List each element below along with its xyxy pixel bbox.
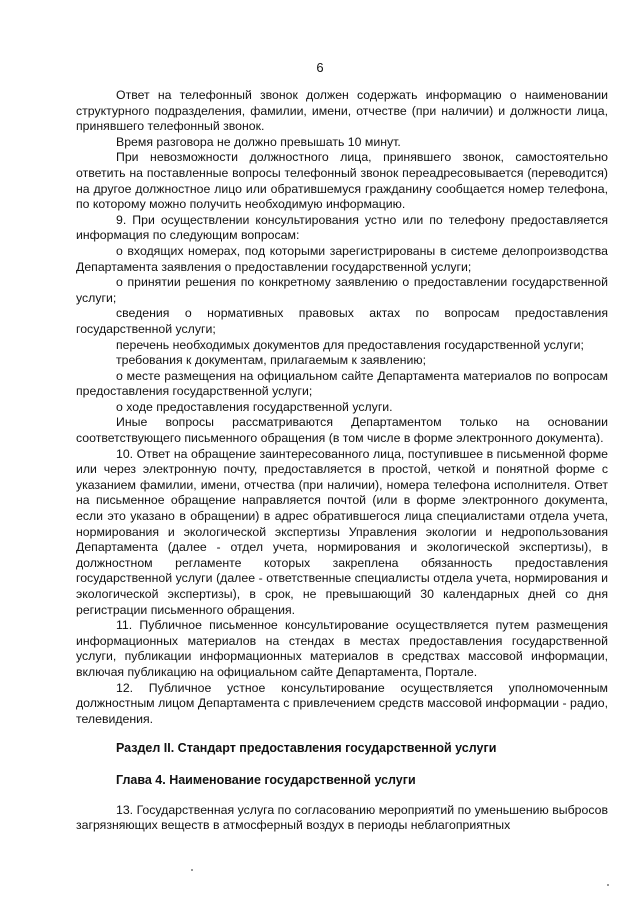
scan-speck <box>607 884 609 886</box>
paragraph-item-11: 11. Публичное письменное консультирование осуществляется путем размещения информационных материалов на стендах в местах предоставления государственной услуги, публикации информационных материалов в средствах массовой информации, включая публикацию на официальном сайте Департамента, Портале. <box>76 618 608 679</box>
list-item-incoming-numbers: о входящих номерах, под которыми зарегистрированы в системе делопроизводства Департамента заявления о предоставлении государственной услуги; <box>76 243 608 274</box>
scan-speck <box>191 869 193 871</box>
paragraph-phone-answer: Ответ на телефонный звонок должен содержать информацию о наименовании структурного подразделения, фамилии, имени, отчестве (при наличии) и должности лица, принявшего телефонный звонок. <box>76 88 608 134</box>
list-item-documents-list: перечень необходимых документов для предоставления государственной услуги; <box>116 337 584 352</box>
paragraph-item-10: 10. Ответ на обращение заинтересованного лица, поступившее в письменной форме или через электронную почту, предоставляется в простой, четкой и понятной форме с указанием фамилии, имени, отчества (при наличии), номера телефона исполнителя. Ответ на письменное обращение направляется почтой (или в форме электронного документа, если это указано в обращении) в адрес обратившегося лица специалистами отдела учета, нормирования и экологической экспертизы Управления экологии и недропользования Департамента (далее - отдел учета, нормирования и экологической экспертизы), в должностном регламенте которых закреплена обязанность предоставления государственной услуги (далее - ответственные специалисты отдела учета, нормирования и экологической экспертизы), в срок, не превышающий 30 календарных дней со дня регистрации письменного обращения. <box>76 446 608 617</box>
paragraph-item-9: 9. При осуществлении консультирования устно или по телефону предоставляется информация по следующим вопросам: <box>76 212 608 243</box>
paragraph-call-duration: Время разговора не должно превышать 10 минут. <box>116 134 401 149</box>
paragraph-item-12: 12. Публичное устное консультирование осуществляется уполномоченным должностным лицом Департамента с привлечением средств массовой информации - радио, телевидения. <box>76 680 608 726</box>
document-body <box>76 88 608 834</box>
list-item-service-progress: о ходе предоставления государственной услуги. <box>116 399 393 414</box>
paragraph-other-questions: Иные вопросы рассматриваются Департаментом только на основании соответствующего письменного обращения (в том числе в форме электронного документа). <box>76 415 608 446</box>
list-item-legal-acts: сведения о нормативных правовых актах по вопросам предоставления государственной услуги; <box>76 306 608 336</box>
list-item-decision: о принятии решения по конкретному заявлению о предоставлении государственной услуги; <box>76 275 608 305</box>
page-number: 6 <box>316 60 324 75</box>
list-item-document-requirements: требования к документам, прилагаемым к заявлению; <box>116 353 426 368</box>
paragraph-call-redirect: При невозможности должностного лица, принявшего звонок, самостоятельно ответить на поставленные вопросы телефонный звонок переадресовывается (переводится) на другое должностное лицо или обратившемуся гражданину сообщается номер телефона, по которому можно получить необходимую информацию. <box>76 150 608 212</box>
chapter-heading: Глава 4. Наименование государственной услуги <box>116 772 416 787</box>
paragraph-item-13: 13. Государственная услуга по согласованию мероприятий по уменьшению выбросов загрязняющих веществ в атмосферный воздух в периоды неблагоприятных <box>76 802 608 833</box>
list-item-website-materials: о месте размещения на официальном сайте Департамента материалов по вопросам предоставления государственной услуги; <box>76 368 608 399</box>
section-heading: Раздел II. Стандарт предоставления государственной услуги <box>116 741 497 756</box>
